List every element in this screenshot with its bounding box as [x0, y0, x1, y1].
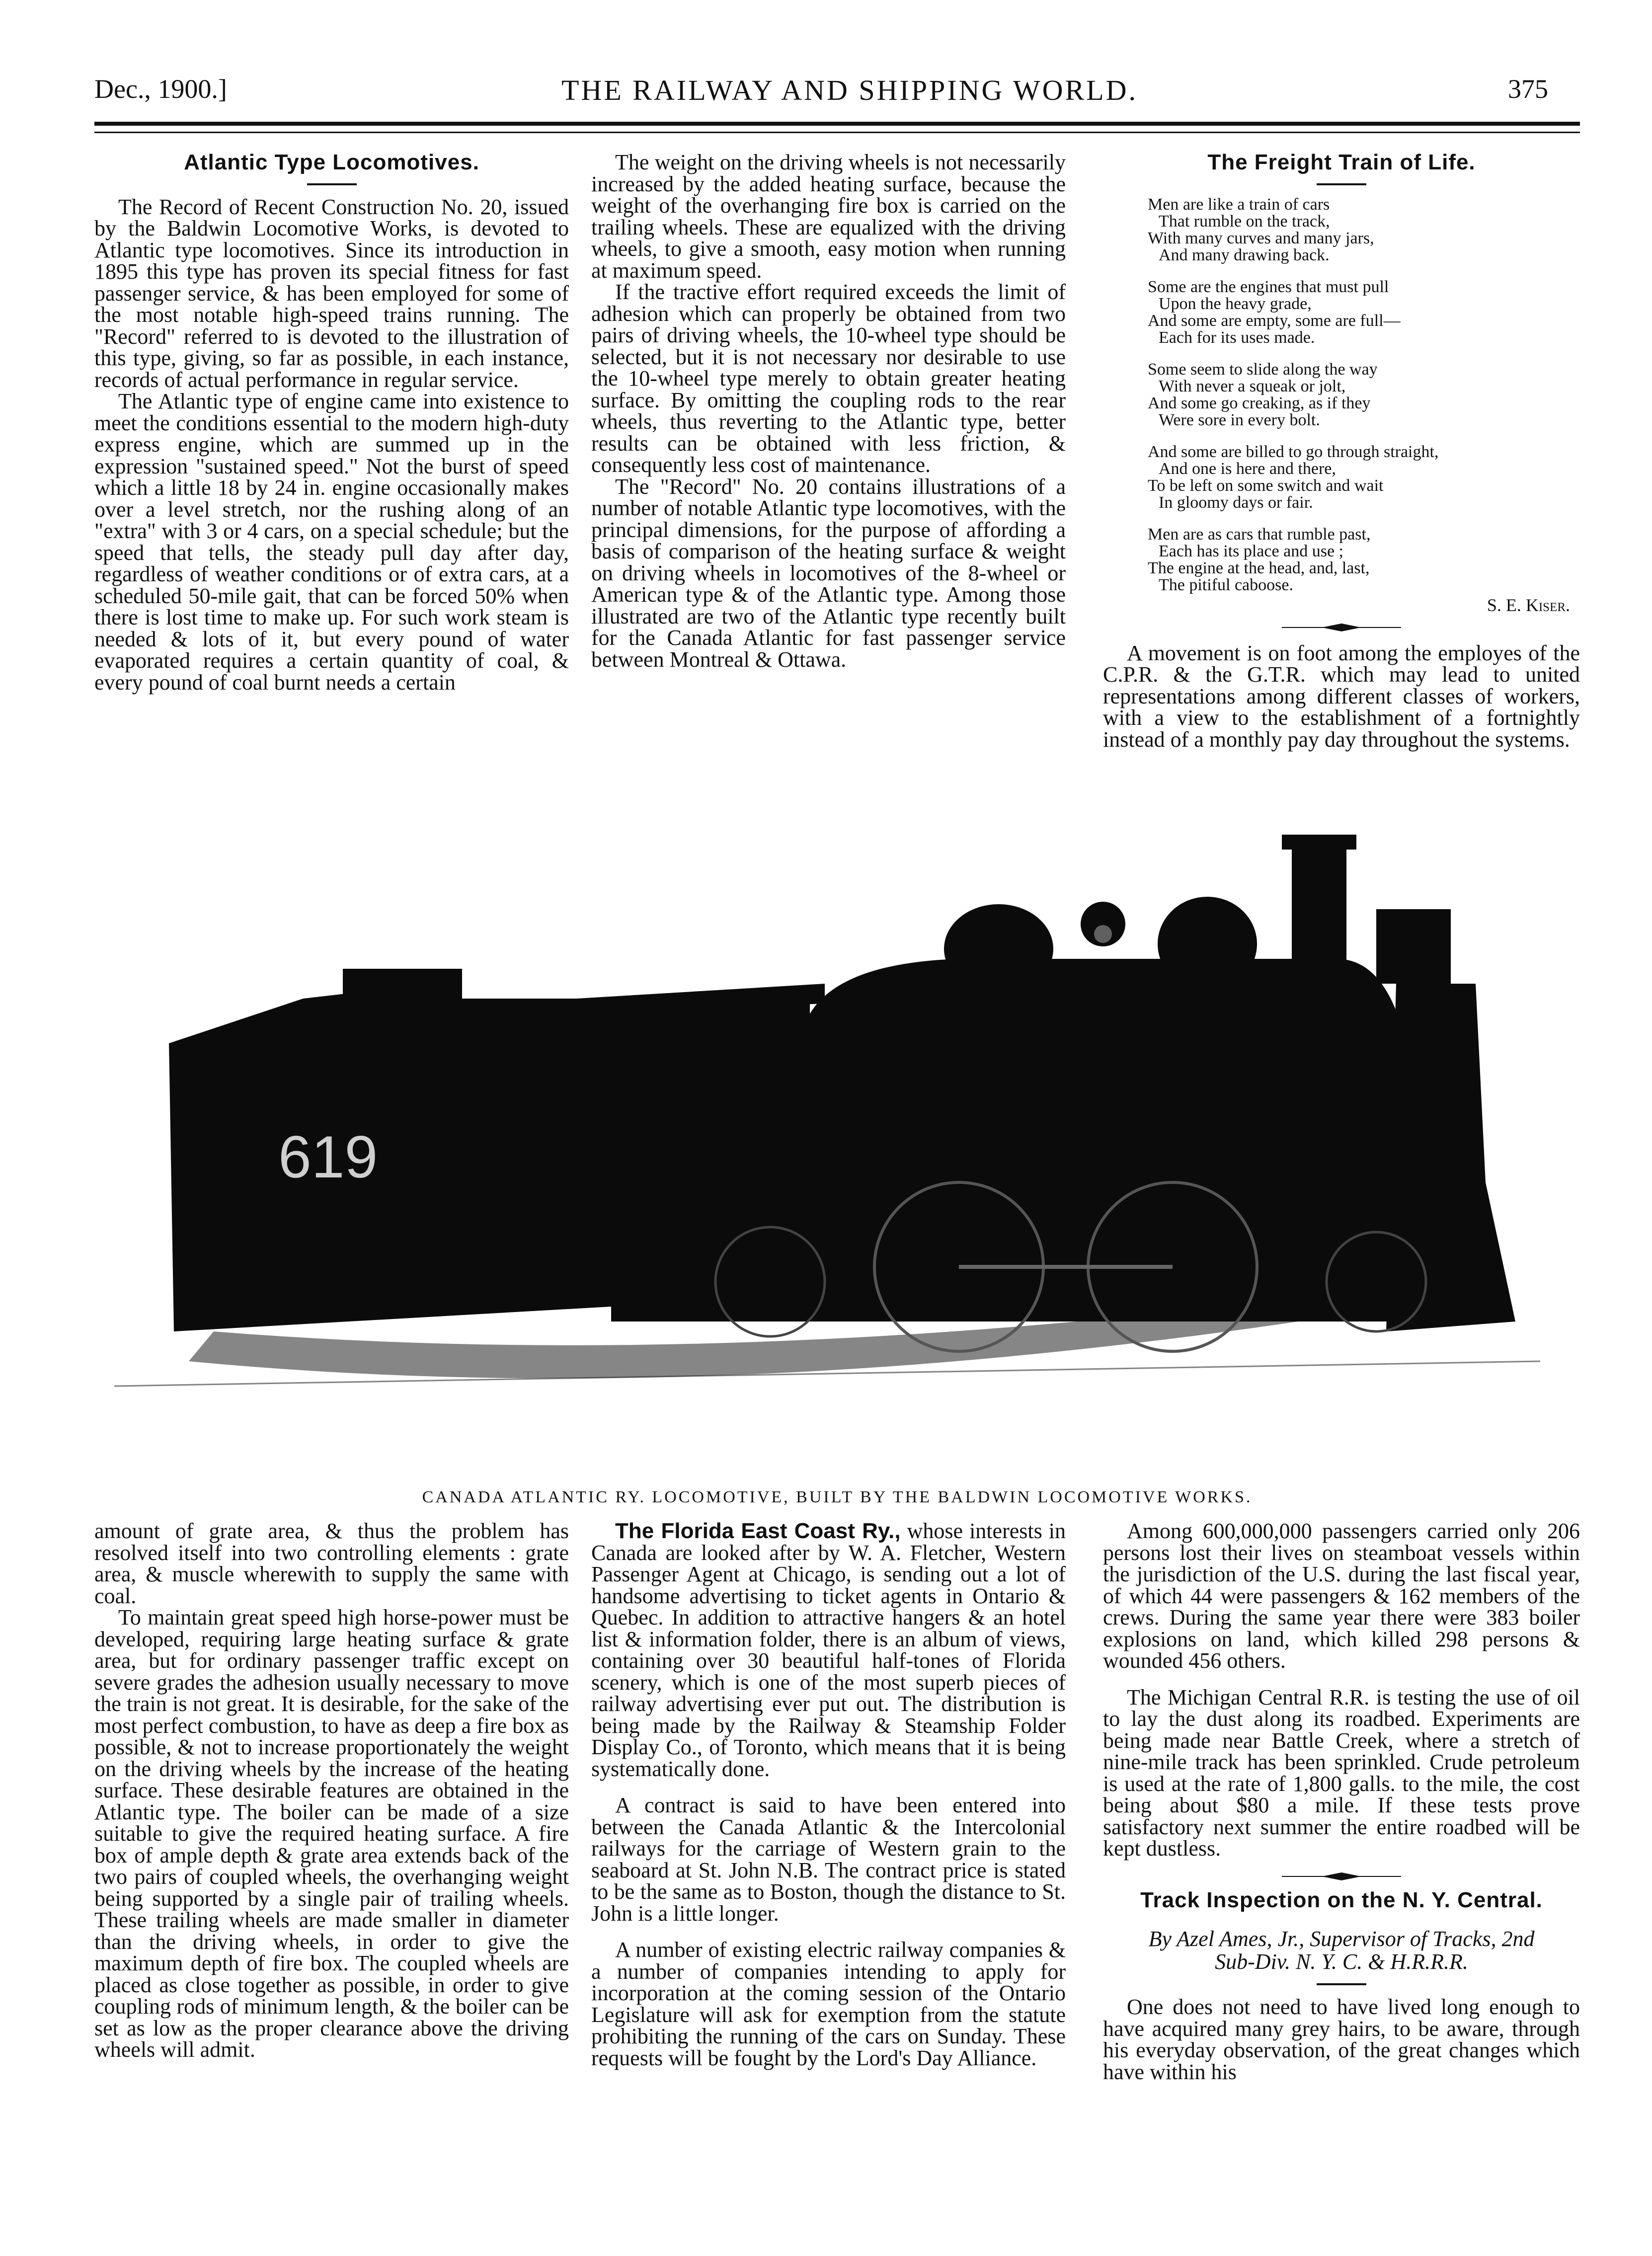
poem-line: In gloomy days or fair.: [1159, 493, 1313, 512]
locomotive-illustration: [114, 835, 1540, 1451]
paragraph-text: whose interests in Canada are looked after by W. A. Fletcher, Western Passenger Agent at Chicago, is sending out a lot of handsome advertising to ticket agents in Ontario & Quebec. In addition to attractive hangers & an hotel list & information folder, there is an album of views, containing over 30 beautiful half-tones of Florida scenery, which is one of the most superb pieces of railway advertising ever put out. The distribution is being made by the Railway & Steamship Folder Display Co., of Toronto, which means that it is being systematically done.: [591, 1519, 1066, 1781]
section-ornament: [1103, 618, 1580, 637]
poem-line: Men are like a train of cars: [1148, 195, 1330, 214]
poem-stanza: [1148, 196, 1580, 264]
poem-line: And some go creaking, as if they: [1148, 393, 1371, 412]
poem-line: The engine at the head, and, last,: [1148, 558, 1370, 577]
poem-stanza: [1148, 526, 1580, 594]
column-1-bottom: [94, 1520, 569, 2061]
poem-line: Men are as cars that rumble past,: [1148, 525, 1371, 544]
column-3-bottom: [1103, 1520, 1580, 2083]
paragraph: The Atlantic type of engine came into existence to meet the conditions essential to the modern high-duty express engine, which are summed up in the expression "sustained speed." Not the burst of speed which a little 18 by 24 in. engine occasionally makes over a level stretch, nor the rushing along of an "extra" with 3 or 4 cars, on a special schedule; but the speed that tells, the steady pull day after day, regardless of weather conditions or of extra cars, at a scheduled 50-mile gait, that can be forced 50% when there is lost time to make up. For such work steam is needed & lots of it, but every pound of water evaporated requires a certain quantity of coal, & every pound of coal burnt needs a certain: [94, 389, 569, 695]
title-rule: [307, 183, 357, 185]
column-3-top: [1103, 152, 1580, 750]
header-rule-thin: [94, 132, 1580, 133]
journal-title: THE RAILWAY AND SHIPPING WORLD.: [561, 74, 1138, 106]
poem-body: [1103, 196, 1580, 614]
poem-line: To be left on some switch and wait: [1148, 476, 1384, 495]
paragraph: One does not need to have lived long enough to have acquired many grey hairs, to be aware, through his everyday observation, of the great changes which have within his: [1103, 1995, 1580, 2084]
article-title-atlantic: Atlantic Type Locomotives.: [184, 150, 479, 174]
paragraph-electric: A number of existing electric railway companies & a number of companies intending to apply for incorporation at the coming session of the Ontario Legislature will ask for exemption from the statute prohibiting the running of the cars on Sunday. These requests will be fought by the Lord's Day Alliance.: [591, 1938, 1066, 2070]
paragraph: To maintain great speed high horse-power must be developed, requiring large heating surface & grate area, but for ordinary passenger traffic except on severe grades the adhesion usually necessary to move the train is not great. It is desirable, for the sake of the most perfect combustion, to have as deep a fire box as possible, & not to increase proportionately the weight on the driving wheels by the increase of the heating surface. These desirable features are obtained in the Atlantic type. The boiler can be made of a size suitable to give the required heating surface. A fire box of ample depth & grate area extends back of the two pairs of coupled wheels, the overhanging weight being supported by a single pair of trailing wheels. These trailing wheels are made smaller in diameter than the driving wheels, in order to give the maximum depth of fire box. The coupled wheels are placed as close together as possible, in order to give coupling rods of minimum length, & the boiler can be set as low as the proper clearance above the driving wheels will admit.: [94, 1605, 569, 2062]
run-in-heading: The Florida East Coast Ry.,: [615, 1519, 901, 1543]
paragraph: The weight on the driving wheels is not necessarily increased by the added heating surface, because the weight of the overhanging fire box is carried on the trailing wheels. These are equalized with the driving wheels, to give a smooth, easy motion when running at maximum speed.: [591, 150, 1066, 283]
header-rule: [94, 122, 1580, 126]
figure-caption: CANADA ATLANTIC RY. LOCOMOTIVE, BUILT BY THE BALDWIN LOCOMOTIVE WORKS.: [422, 1488, 1253, 1506]
paragraph-florida: [591, 1520, 1066, 1780]
poem-line: And one is here and there,: [1159, 459, 1336, 478]
column-2-top: [591, 152, 1066, 670]
article-title-track: Track Inspection on the N. Y. Central.: [1140, 1887, 1543, 1912]
paragraph-contract: A contract is said to have been entered into between the Canada Atlantic & the Intercolonial railways for the carriage of Western grain to the seaboard at St. John N.B. The contract price is stated to be the same as to Boston, though the distance to St. John is a little longer.: [591, 1793, 1066, 1926]
paragraph: If the tractive effort required exceeds the limit of adhesion which can properly be obtained from two pairs of driving wheels, the 10-wheel type should be selected, but it is not necessary nor desirable to use the 10-wheel type merely to obtain greater heating surface. By omitting the coupling rods to the rear wheels, thus reverting to the Atlantic type, better results can be obtained with less friction, & consequently less cost of maintenance.: [591, 280, 1066, 477]
poem-line: Upon the heavy grade,: [1159, 294, 1312, 313]
poem-line: The pitiful caboose.: [1159, 575, 1293, 594]
poem-line: Some are the engines that must pull: [1148, 277, 1389, 296]
byline-line-1: By Azel Ames, Jr., Supervisor of Tracks, 2nd: [1148, 1927, 1535, 1951]
paragraph: The Record of Recent Construction No. 20, issued by the Baldwin Locomotive Works, is devoted to Atlantic type locomotives. Since its introduction in 1895 this type has proven its special fitness for fast passenger service, & has been employed for some of the most notable high-speed trains running. The "Record" referred to is devoted to the illustration of this type, giving, so far as possible, in each instance, records of actual performance in regular service.: [94, 194, 569, 392]
cab-number: 619: [278, 1124, 378, 1190]
page-number: 375: [1508, 74, 1548, 104]
section-ornament: [1103, 1867, 1580, 1886]
poem-line: That rumble on the track,: [1159, 212, 1330, 231]
title-rule: [1317, 1983, 1366, 1985]
column-1-top: [94, 152, 569, 693]
byline-line-2: Sub-Div. N. Y. C. & H.R.R.R.: [1215, 1949, 1468, 1974]
paragraph: amount of grate area, & thus the problem has resolved itself into two controlling elements : grate area, & muscle wherewith to supply the same with coal.: [94, 1519, 569, 1608]
paragraph-michigan: The Michigan Central R.R. is testing the use of oil to lay the dust along its roadbed. Experiments are being made near Battle Creek, where a stretch of nine-mile track has been sprinkled. Crude petroleum is used at the rate of 1,800 galls. to the mile, the cost being about $80 a mile. If these tests prove satisfactory next summer the entire roadbed will be kept dustless.: [1103, 1685, 1580, 1861]
poem-stanza: [1148, 444, 1580, 511]
poem-author: S. E. Kiser.: [1487, 595, 1570, 615]
poem-line: With many curves and many jars,: [1148, 229, 1374, 247]
issue-date: Dec., 1900.]: [94, 74, 227, 104]
poem-stanza: [1148, 279, 1580, 346]
title-rule: [1317, 183, 1366, 185]
paragraph-passengers: Among 600,000,000 passengers carried only 206 persons lost their lives on steamboat vessels within the jurisdiction of the U.S. during the last fiscal year, of which 44 were passengers & 162 members of the crews. During the same year there were 383 boiler explosions on land, which killed 298 persons & wounded 456 others.: [1103, 1519, 1580, 1673]
poem-line: And some are billed to go through straight,: [1148, 442, 1439, 461]
poem-line: And many drawing back.: [1159, 245, 1330, 264]
poem-line: Were sore in every bolt.: [1159, 410, 1320, 429]
paragraph: The "Record" No. 20 contains illustrations of a number of notable Atlantic type locomotives, with the principal dimensions, for the purpose of affording a basis of comparison of the heating surface & weight on driving wheels in locomotives of the 8-wheel or American type & of the Atlantic type. Among those illustrated are two of the Atlantic type recently built for the Canada Atlantic for fast passenger service between Montreal & Ottawa.: [591, 474, 1066, 672]
paragraph-cpr: A movement is on foot among the employes of the C.P.R. & the G.T.R. which may lead to united representations among different classes of workers, with a view to the establishment of a fortnightly instead of a monthly pay day throughout the systems.: [1103, 640, 1580, 752]
poem-line: With never a squeak or jolt,: [1159, 377, 1346, 395]
poem-line: Each has its place and use ;: [1159, 542, 1343, 560]
poem-line: Each for its uses made.: [1159, 328, 1315, 347]
poem-line: And some are empty, some are full—: [1148, 311, 1401, 330]
poem-stanza: [1148, 361, 1580, 429]
poem-line: Some seem to slide along the way: [1148, 360, 1378, 379]
poem-title: The Freight Train of Life.: [1207, 150, 1476, 174]
column-2-bottom: [591, 1520, 1066, 2069]
